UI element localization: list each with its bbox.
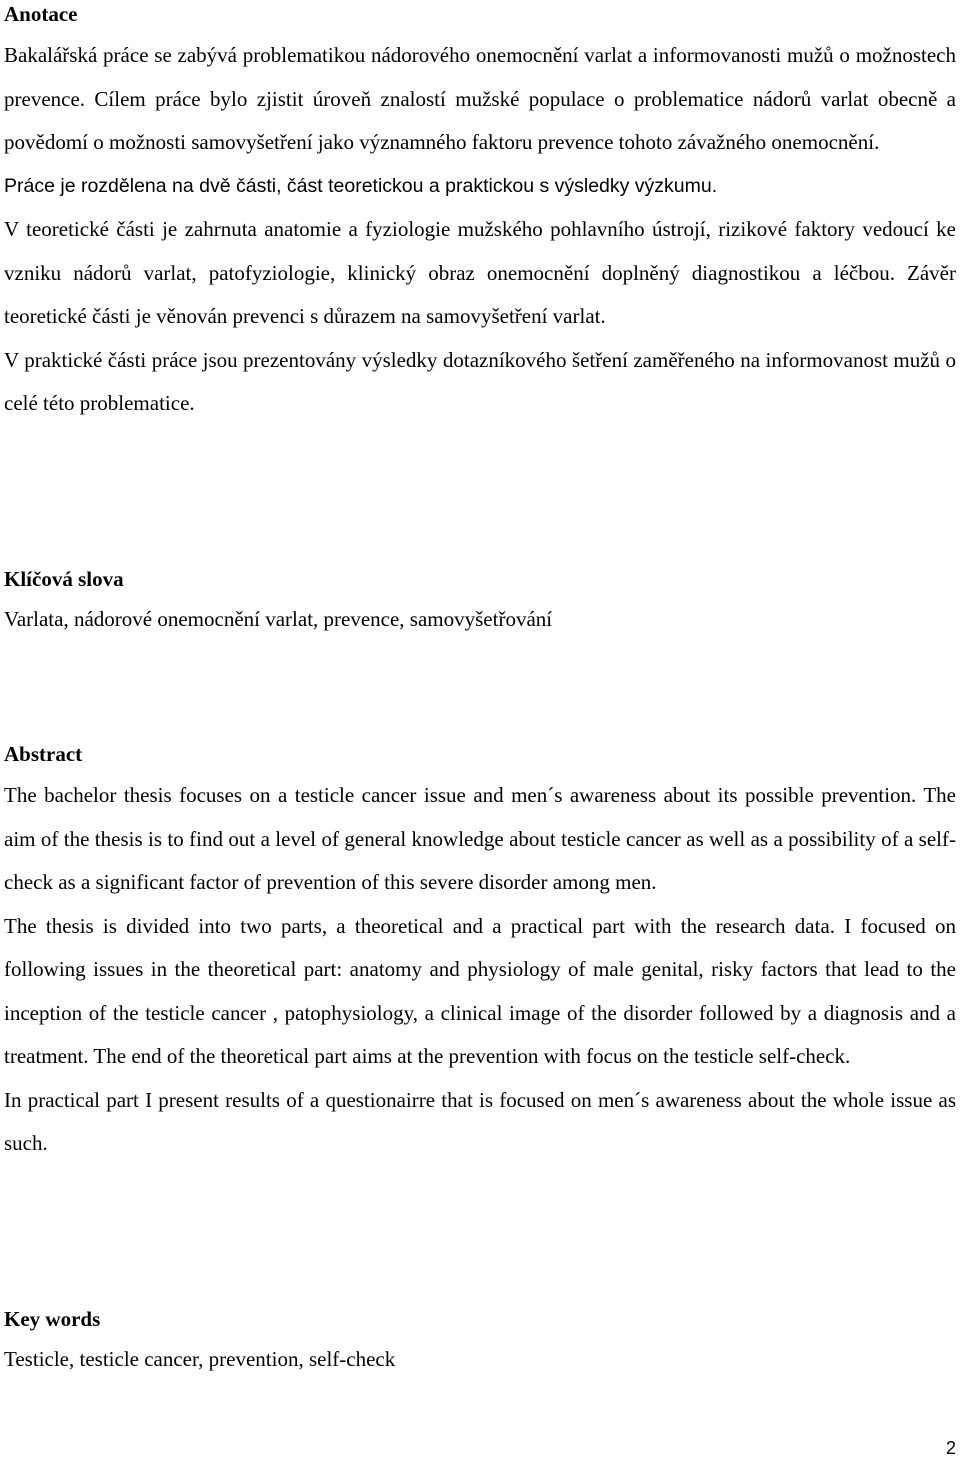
abstract-paragraph-2: The thesis is divided into two parts, a theoretical and a practical part with the research data. I focused on following issues in the theoretical part: anatomy and physiology of male genital, risky factors that lead to the inception of the testicle cancer , patophysiology, a clinical image of the disorder followed by a diagnosis and a treatment. The end of the theoretical part aims at the prevention with focus on the testicle self-check.: [4, 913, 956, 1068]
anotace-paragraph-3: V teoretické části je zahrnuta anatomie a fyziologie mužského pohlavního ústrojí, rizikové faktory vedoucí ke vzniku nádorů varlat, patofyziologie, klinický obraz onemocnění doplněný diagnostikou a léčbou. Závěr teoretické části je věnován prevenci s důrazem na samovyšetření varlat.: [4, 217, 956, 328]
key-words-text: Testicle, testicle cancer, prevention, self-check: [4, 1347, 396, 1371]
abstract-section: [4, 742, 956, 1166]
page-number: 2: [945, 1438, 956, 1458]
anotace-paragraph-1: Bakalářská práce se zabývá problematikou nádorového onemocnění varlat a informovanosti mužů o možnostech prevence. Cílem práce bylo zjistit úroveň znalostí mužské populace o problematice nádorů varlat obecně a povědomí o možnosti samovyšetření jako významného faktoru prevence tohoto závažného onemocnění.: [4, 43, 956, 154]
klicova-slova-heading: Klíčová slova: [4, 567, 124, 591]
anotace-paragraph-2: Práce je rozdělena na dvě části, část teoretickou a praktickou s výsledky výzkumu.: [4, 174, 718, 197]
abstract-paragraph-3: In practical part I present results of a questionairre that is focused on men´s awareness about the whole issue as such.: [4, 1087, 956, 1155]
klicova-slova-section: [4, 567, 956, 642]
abstract-heading: Abstract: [4, 742, 83, 766]
key-words-section: [4, 1307, 956, 1382]
abstract-paragraph-1: The bachelor thesis focuses on a testicle cancer issue and men´s awareness about its possible prevention. The aim of the thesis is to find out a level of general knowledge about testicle cancer as well as a possibility of a self-check as a significant factor of prevention of this severe disorder among men.: [4, 783, 956, 894]
anotace-paragraph-4: V praktické části práce jsou prezentovány výsledky dotazníkového šetření zaměřeného na informovanost mužů o celé této problematice.: [4, 347, 956, 415]
anotace-section: [4, 2, 956, 426]
anotace-heading: Anotace: [4, 2, 78, 26]
klicova-slova-text: Varlata, nádorové onemocnění varlat, prevence, samovyšetřování: [4, 607, 553, 631]
key-words-heading: Key words: [4, 1307, 101, 1331]
